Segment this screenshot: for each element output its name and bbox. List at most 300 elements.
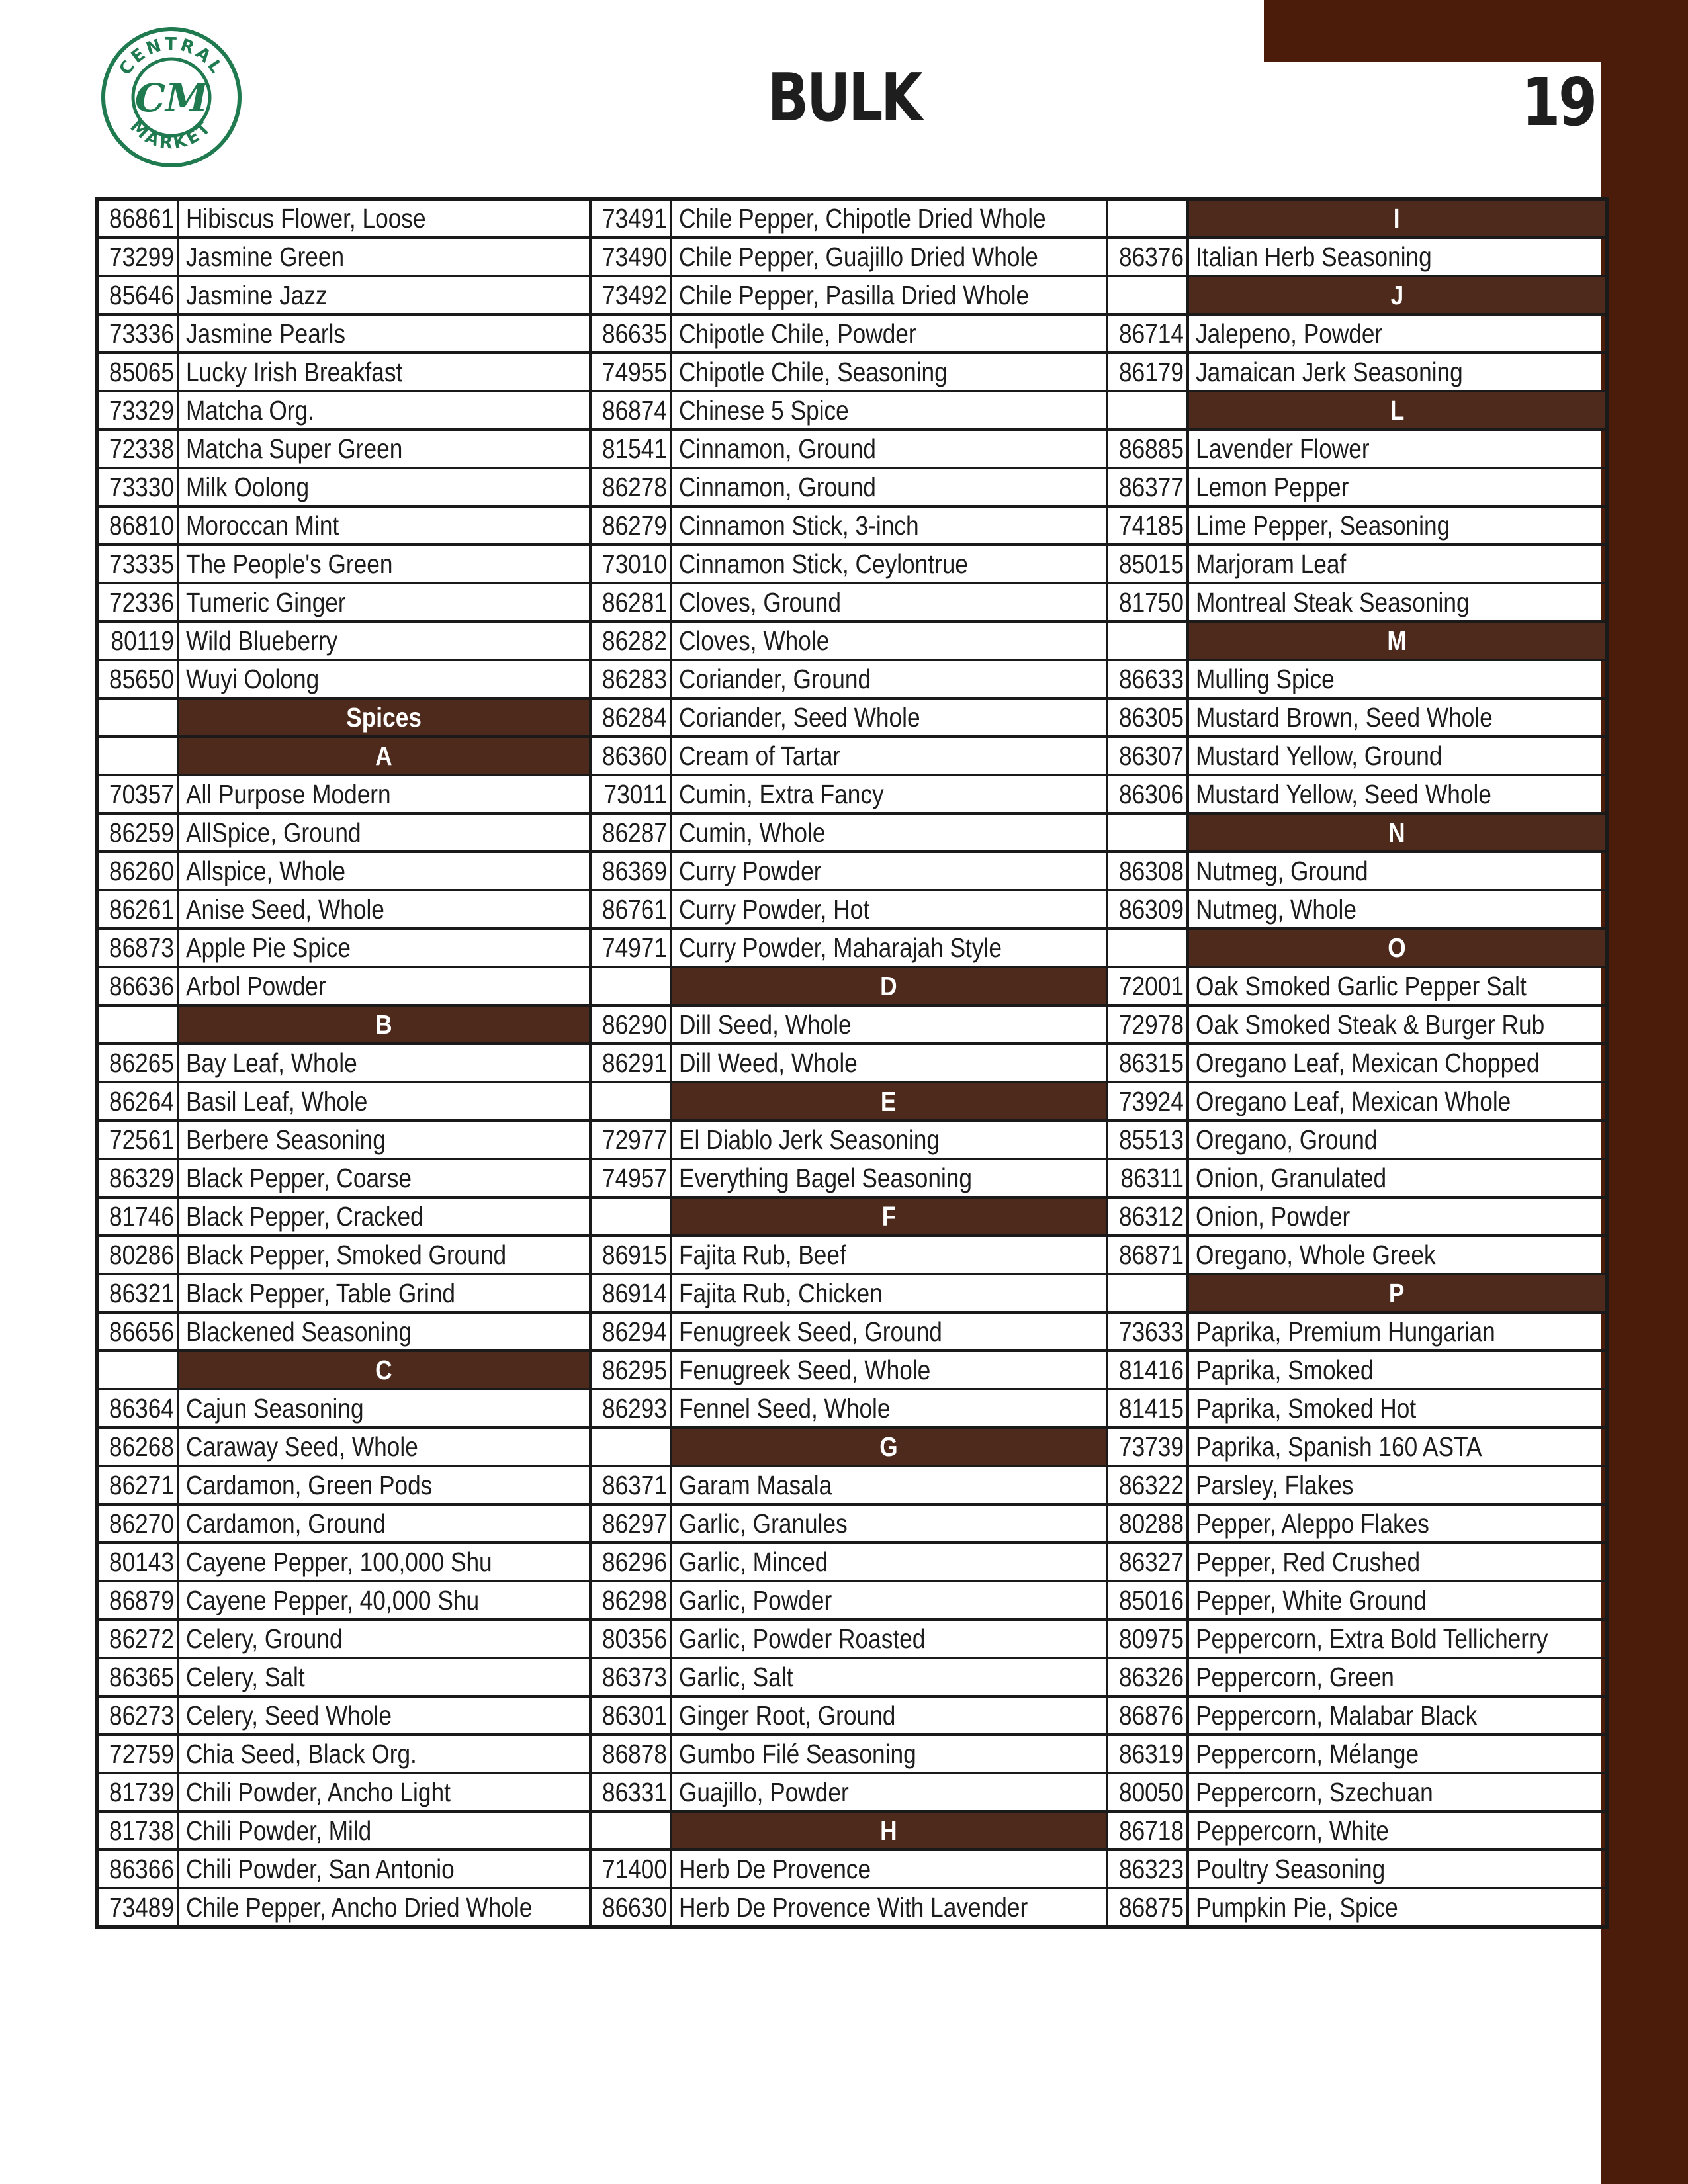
- item-code: [590, 430, 671, 468]
- item-name-text: Celery, Ground: [186, 1623, 343, 1654]
- item-code-text: 86871: [1118, 1240, 1184, 1270]
- item-code-text: 73330: [109, 472, 175, 502]
- item-code: [97, 1619, 178, 1658]
- item-name-text: Jasmine Jazz: [186, 280, 328, 310]
- section-spacer-cell: [97, 1351, 178, 1389]
- item-code: [1107, 1581, 1188, 1619]
- item-name-text: Montreal Steak Seasoning: [1195, 587, 1470, 617]
- item-code-text: 86294: [601, 1316, 667, 1347]
- item-name-text: Oregano, Ground: [1195, 1124, 1377, 1155]
- item-name-text: Matcha Super Green: [186, 433, 403, 464]
- item-code: [97, 468, 178, 506]
- item-name: [671, 353, 1107, 391]
- item-name-text: Black Pepper, Smoked Ground: [186, 1240, 507, 1270]
- item-code-text: 74971: [601, 933, 667, 963]
- item-name-text: Chile Pepper, Ancho Dried Whole: [186, 1892, 533, 1923]
- item-code-text: 86312: [1118, 1201, 1184, 1232]
- item-code: [590, 1044, 671, 1082]
- item-name-text: Lucky Irish Breakfast: [186, 357, 403, 387]
- item-code: [97, 1696, 178, 1735]
- item-code: [97, 314, 178, 353]
- table-row: [97, 1005, 1607, 1044]
- item-name-text: Black Pepper, Coarse: [186, 1163, 412, 1193]
- item-code-text: 73490: [601, 242, 667, 272]
- item-code-text: 86298: [601, 1585, 667, 1615]
- table-row: [97, 1351, 1607, 1389]
- item-code-text: 86376: [1118, 242, 1184, 272]
- section-spacer-cell: [1107, 391, 1188, 430]
- table-row: [97, 314, 1607, 353]
- page-number: 19: [1521, 64, 1595, 141]
- item-name-text: Garlic, Salt: [678, 1662, 793, 1692]
- item-name: [1188, 1543, 1607, 1581]
- item-name: [1188, 1696, 1607, 1735]
- item-name: [178, 314, 590, 353]
- item-name: [671, 1658, 1107, 1696]
- section-spacer-cell: [590, 967, 671, 1005]
- item-code-text: 86261: [109, 894, 175, 925]
- item-code: [590, 545, 671, 583]
- table-row: [97, 852, 1607, 890]
- item-code-text: 72978: [1118, 1009, 1184, 1040]
- item-code-text: 86656: [109, 1316, 175, 1347]
- item-name-text: Paprika, Spanish 160 ASTA: [1195, 1432, 1482, 1462]
- item-code: [97, 1658, 178, 1696]
- item-name: [671, 698, 1107, 737]
- table-row: [97, 1888, 1607, 1927]
- item-code-text: 73011: [603, 779, 667, 809]
- section-spacer-cell: [590, 1197, 671, 1236]
- section-header: [1188, 621, 1607, 660]
- table-row: [97, 583, 1607, 621]
- item-code: [590, 1466, 671, 1504]
- svg-text:CENTRAL: CENTRAL: [115, 34, 228, 79]
- item-name: [1188, 1312, 1607, 1351]
- section-header-label: O: [1388, 933, 1406, 963]
- item-code: [590, 813, 671, 852]
- section-header-label: L: [1390, 395, 1404, 426]
- section-spacer-cell: [590, 1811, 671, 1850]
- item-name-text: Oregano Leaf, Mexican Chopped: [1195, 1048, 1539, 1078]
- item-code: [97, 775, 178, 813]
- item-name-text: Cinnamon Stick, Ceylontrue: [678, 549, 968, 579]
- item-code: [1107, 1159, 1188, 1197]
- item-code-text: 74185: [1118, 510, 1184, 541]
- item-name: [1188, 967, 1607, 1005]
- item-name-text: The People's Green: [186, 549, 393, 579]
- item-name: [671, 737, 1107, 775]
- item-code-text: 86322: [1118, 1470, 1184, 1500]
- item-name: [671, 813, 1107, 852]
- item-code-text: 86278: [601, 472, 667, 502]
- item-code: [590, 506, 671, 545]
- table-row: [97, 1735, 1607, 1773]
- section-header: [178, 737, 590, 775]
- item-name: [671, 1504, 1107, 1543]
- item-code: [1107, 1236, 1188, 1274]
- item-name-text: Curry Powder: [678, 856, 822, 886]
- section-header: [178, 1005, 590, 1044]
- item-code: [1107, 1773, 1188, 1811]
- item-code: [590, 1389, 671, 1428]
- item-code: [97, 353, 178, 391]
- item-code-text: 86307: [1118, 741, 1184, 771]
- item-code-text: 85015: [1118, 549, 1184, 579]
- item-name-text: Chili Powder, San Antonio: [186, 1854, 455, 1884]
- item-name: [671, 621, 1107, 660]
- item-code-text: 73491: [601, 203, 667, 234]
- item-code-text: 86873: [109, 933, 175, 963]
- item-code: [97, 1735, 178, 1773]
- item-code: [1107, 430, 1188, 468]
- item-code: [97, 1082, 178, 1120]
- item-code-text: 86282: [601, 625, 667, 656]
- section-header-label: J: [1390, 280, 1403, 310]
- item-name: [671, 1274, 1107, 1312]
- item-code: [1107, 506, 1188, 545]
- item-code: [97, 506, 178, 545]
- item-code-text: 86369: [601, 856, 667, 886]
- item-code: [590, 890, 671, 929]
- item-code: [1107, 545, 1188, 583]
- item-name: [178, 1888, 590, 1927]
- item-name-text: Cardamon, Ground: [186, 1508, 386, 1539]
- item-code: [97, 852, 178, 890]
- section-spacer-cell: [1107, 813, 1188, 852]
- table-row: [97, 1312, 1607, 1351]
- table-row: [97, 967, 1607, 1005]
- item-name-text: Dill Weed, Whole: [678, 1048, 858, 1078]
- item-name: [178, 583, 590, 621]
- item-code-text: 85016: [1118, 1585, 1184, 1615]
- item-code-text: 85513: [1118, 1124, 1184, 1155]
- item-name: [178, 1850, 590, 1888]
- item-name-text: Coriander, Seed Whole: [678, 702, 920, 733]
- item-name: [178, 276, 590, 314]
- item-name-text: Paprika, Smoked Hot: [1195, 1393, 1416, 1424]
- item-code: [590, 238, 671, 276]
- item-name-text: Cloves, Whole: [678, 625, 829, 656]
- item-code-text: 80288: [1118, 1508, 1184, 1539]
- section-spacer-cell: [97, 1005, 178, 1044]
- item-code: [97, 1773, 178, 1811]
- item-code: [590, 1581, 671, 1619]
- item-name-text: Chili Powder, Mild: [186, 1815, 372, 1846]
- item-code-text: 86281: [601, 587, 667, 617]
- table-row: [97, 1658, 1607, 1696]
- item-name-text: Mustard Brown, Seed Whole: [1195, 702, 1493, 733]
- item-name-text: Pepper, White Ground: [1195, 1585, 1427, 1615]
- table-row: [97, 929, 1607, 967]
- item-name: [1188, 583, 1607, 621]
- item-name-text: Ginger Root, Ground: [678, 1700, 895, 1731]
- item-name-text: Garlic, Powder Roasted: [678, 1623, 925, 1654]
- item-code: [97, 929, 178, 967]
- item-name: [1188, 506, 1607, 545]
- item-name: [1188, 737, 1607, 775]
- item-name-text: Celery, Salt: [186, 1662, 305, 1692]
- item-code-text: 72561: [109, 1124, 175, 1155]
- item-name: [671, 1236, 1107, 1274]
- item-code-text: 86810: [109, 510, 175, 541]
- item-name-text: Mustard Yellow, Seed Whole: [1195, 779, 1491, 809]
- table-row: [97, 1236, 1607, 1274]
- item-code: [97, 1120, 178, 1159]
- item-name-text: Oregano Leaf, Mexican Whole: [1195, 1086, 1511, 1116]
- item-code: [1107, 1082, 1188, 1120]
- right-brown-band: [1601, 0, 1688, 2184]
- item-name: [671, 775, 1107, 813]
- item-name: [178, 1581, 590, 1619]
- item-name: [1188, 1389, 1607, 1428]
- item-code: [590, 314, 671, 353]
- item-code: [1107, 1658, 1188, 1696]
- item-name-text: Jamaican Jerk Seasoning: [1195, 357, 1463, 387]
- item-name-text: Garlic, Granules: [678, 1508, 848, 1539]
- item-name-text: Peppercorn, Szechuan: [1195, 1777, 1433, 1807]
- item-name-text: Chile Pepper, Guajillo Dried Whole: [678, 242, 1038, 272]
- item-code: [1107, 314, 1188, 353]
- table-row: [97, 1082, 1607, 1120]
- section-header-label: D: [880, 971, 897, 1001]
- section-header: [1188, 391, 1607, 430]
- item-code: [1107, 1005, 1188, 1044]
- item-name-text: Cinnamon, Ground: [678, 472, 876, 502]
- section-header: [1188, 199, 1607, 238]
- table-row: [97, 1543, 1607, 1581]
- item-name-text: Arbol Powder: [186, 971, 326, 1001]
- item-name-text: Pepper, Red Crushed: [1195, 1547, 1420, 1577]
- item-code-text: 86283: [601, 664, 667, 694]
- item-name: [178, 1389, 590, 1428]
- item-code: [1107, 1735, 1188, 1773]
- table-row: [97, 353, 1607, 391]
- section-spacer-cell: [1107, 199, 1188, 238]
- item-code-text: 86366: [109, 1854, 175, 1884]
- table-row: [97, 391, 1607, 430]
- item-code-text: 80050: [1118, 1777, 1184, 1807]
- item-code: [97, 621, 178, 660]
- item-name-text: Onion, Granulated: [1195, 1163, 1386, 1193]
- item-name-text: Peppercorn, Extra Bold Tellicherry: [1195, 1623, 1548, 1654]
- item-name: [671, 1888, 1107, 1927]
- item-code-text: 80286: [109, 1240, 175, 1270]
- item-code: [97, 1811, 178, 1850]
- item-code-text: 73329: [109, 395, 175, 426]
- item-name: [671, 852, 1107, 890]
- item-name-text: Apple Pie Spice: [186, 933, 351, 963]
- item-code-text: 86373: [601, 1662, 667, 1692]
- item-name-text: Cinnamon Stick, 3-inch: [678, 510, 919, 541]
- item-name-text: Moroccan Mint: [186, 510, 339, 541]
- section-header: [1188, 929, 1607, 967]
- item-code: [590, 621, 671, 660]
- item-code-text: 81541: [601, 433, 667, 464]
- item-code-text: 86861: [109, 203, 175, 234]
- section-header: [671, 1197, 1107, 1236]
- item-code: [1107, 1466, 1188, 1504]
- item-name-text: Dill Seed, Whole: [678, 1009, 852, 1040]
- item-code: [1107, 1351, 1188, 1389]
- item-code-text: 86321: [109, 1278, 175, 1308]
- item-name-text: Fenugreek Seed, Whole: [678, 1355, 930, 1385]
- item-name: [1188, 1082, 1607, 1120]
- item-name: [178, 506, 590, 545]
- item-code-text: 86718: [1118, 1815, 1184, 1846]
- item-name-text: Nutmeg, Whole: [1195, 894, 1356, 925]
- item-code: [1107, 1044, 1188, 1082]
- item-name-text: Curry Powder, Maharajah Style: [678, 933, 1002, 963]
- item-name-text: Hibiscus Flower, Loose: [186, 203, 426, 234]
- item-code: [590, 583, 671, 621]
- table-row: [97, 621, 1607, 660]
- item-code: [590, 1312, 671, 1351]
- item-code-text: 72336: [109, 587, 175, 617]
- item-name: [1188, 890, 1607, 929]
- item-name-text: Tumeric Ginger: [186, 587, 346, 617]
- table-row: [97, 1773, 1607, 1811]
- section-header-label: B: [375, 1009, 393, 1040]
- item-name: [671, 583, 1107, 621]
- item-code-text: 80119: [111, 625, 175, 656]
- table-row: [97, 276, 1607, 314]
- table-row: [97, 468, 1607, 506]
- item-code-text: 86331: [601, 1777, 667, 1807]
- item-code: [590, 1619, 671, 1658]
- item-name: [178, 775, 590, 813]
- item-code: [1107, 1312, 1188, 1351]
- item-name: [178, 1619, 590, 1658]
- item-code: [590, 1005, 671, 1044]
- item-code: [590, 1773, 671, 1811]
- item-name-text: Black Pepper, Cracked: [186, 1201, 423, 1232]
- svg-text:MARKET: MARKET: [126, 116, 217, 154]
- item-name: [671, 1773, 1107, 1811]
- item-code: [590, 1351, 671, 1389]
- item-code: [590, 852, 671, 890]
- item-name: [178, 238, 590, 276]
- item-code: [590, 1658, 671, 1696]
- section-header-label: G: [879, 1432, 898, 1462]
- item-code-text: 86268: [109, 1432, 175, 1462]
- item-name: [178, 1658, 590, 1696]
- section-header-label: P: [1389, 1278, 1405, 1308]
- item-code-text: 81416: [1118, 1355, 1184, 1385]
- item-name: [1188, 1159, 1607, 1197]
- item-name-text: Chipotle Chile, Seasoning: [678, 357, 948, 387]
- item-name: [178, 1773, 590, 1811]
- logo-monogram: CM: [134, 75, 208, 120]
- item-name: [178, 1197, 590, 1236]
- item-code: [1107, 1428, 1188, 1466]
- item-name: [178, 1274, 590, 1312]
- item-name: [178, 890, 590, 929]
- item-name: [1188, 1811, 1607, 1850]
- item-code: [590, 698, 671, 737]
- item-code: [1107, 1811, 1188, 1850]
- item-name: [1188, 1773, 1607, 1811]
- item-code-text: 81415: [1118, 1393, 1184, 1424]
- item-code-text: 86365: [109, 1662, 175, 1692]
- item-code-text: 86371: [601, 1470, 667, 1500]
- item-code: [1107, 238, 1188, 276]
- item-code: [1107, 660, 1188, 698]
- section-header: [1188, 813, 1607, 852]
- item-code: [590, 1888, 671, 1927]
- section-header: [1188, 1274, 1607, 1312]
- item-name-text: Parsley, Flakes: [1195, 1470, 1353, 1500]
- section-header: [671, 1082, 1107, 1120]
- item-code: [97, 1850, 178, 1888]
- item-name-text: Chile Pepper, Chipotle Dried Whole: [678, 203, 1046, 234]
- item-code-text: 86271: [109, 1470, 175, 1500]
- item-name: [671, 1581, 1107, 1619]
- table-row: [97, 813, 1607, 852]
- item-name: [178, 1811, 590, 1850]
- item-name-text: Peppercorn, Mélange: [1195, 1739, 1419, 1769]
- table-row: [97, 1581, 1607, 1619]
- item-code-text: 86630: [601, 1892, 667, 1923]
- item-code: [590, 1735, 671, 1773]
- item-code-text: 86301: [601, 1700, 667, 1731]
- item-name: [671, 1543, 1107, 1581]
- section-header-label: H: [880, 1815, 897, 1846]
- item-name-text: Matcha Org.: [186, 395, 315, 426]
- item-name: [671, 468, 1107, 506]
- item-code: [590, 1120, 671, 1159]
- item-name: [1188, 1735, 1607, 1773]
- item-name-text: Milk Oolong: [186, 472, 310, 502]
- item-code-text: 81739: [109, 1777, 175, 1807]
- item-name-text: Coriander, Ground: [678, 664, 871, 694]
- item-code-text: 85065: [109, 357, 175, 387]
- item-name: [178, 1504, 590, 1543]
- item-name: [178, 813, 590, 852]
- table-row: [97, 1504, 1607, 1543]
- item-name: [178, 391, 590, 430]
- item-code-text: 74957: [601, 1163, 667, 1193]
- item-code-text: 86297: [601, 1508, 667, 1539]
- item-code-text: 86633: [1118, 664, 1184, 694]
- item-code-text: 86315: [1118, 1048, 1184, 1078]
- item-name-text: Garlic, Minced: [678, 1547, 828, 1577]
- item-code: [97, 583, 178, 621]
- item-code: [97, 1044, 178, 1082]
- section-spacer-cell: [590, 1428, 671, 1466]
- item-name: [1188, 545, 1607, 583]
- item-code: [1107, 1197, 1188, 1236]
- item-name-text: Peppercorn, White: [1195, 1815, 1389, 1846]
- section-header: [671, 967, 1107, 1005]
- item-name-text: Garam Masala: [678, 1470, 832, 1500]
- item-name-text: El Diablo Jerk Seasoning: [678, 1124, 940, 1155]
- item-code-text: 86308: [1118, 856, 1184, 886]
- item-name: [178, 353, 590, 391]
- item-code: [97, 276, 178, 314]
- item-name: [671, 1619, 1107, 1658]
- item-code: [1107, 737, 1188, 775]
- table-row: [97, 1466, 1607, 1504]
- item-name: [671, 430, 1107, 468]
- item-code-text: 86279: [601, 510, 667, 541]
- item-code-text: 86327: [1118, 1547, 1184, 1577]
- item-name: [671, 1850, 1107, 1888]
- item-name: [671, 391, 1107, 430]
- item-code: [590, 1274, 671, 1312]
- item-name: [178, 967, 590, 1005]
- item-name-text: Onion, Powder: [1195, 1201, 1350, 1232]
- item-name: [671, 1351, 1107, 1389]
